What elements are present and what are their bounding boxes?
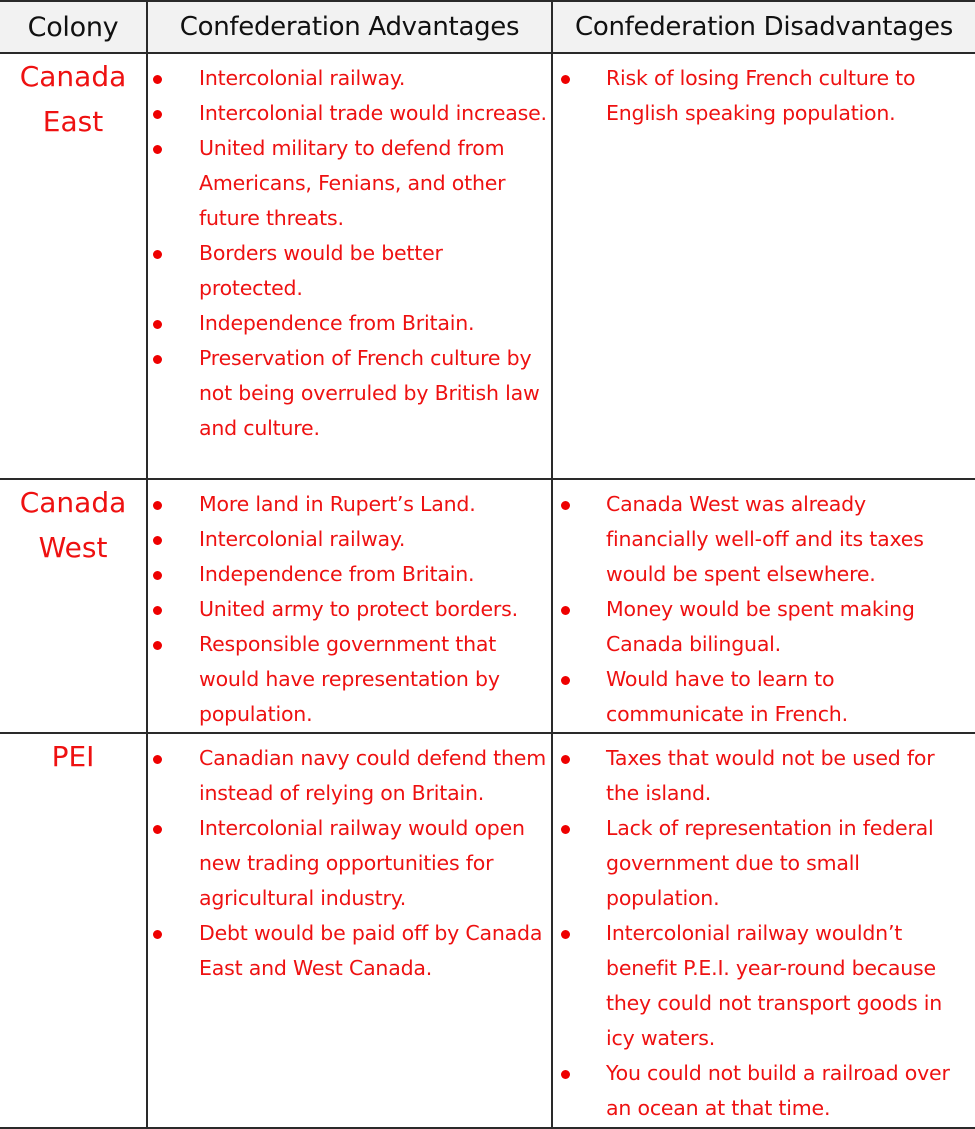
item-text: You could not build a railroad over an ocean at that time.: [606, 1061, 950, 1120]
colony-name-line: East: [42, 105, 104, 138]
colony-name-line: Canada: [19, 60, 127, 93]
list-item: [148, 61, 547, 96]
list-item: [148, 341, 547, 446]
list-item: [553, 487, 973, 592]
item-text: Intercolonial railway.: [199, 527, 406, 551]
item-text: Intercolonial railway wouldn’t benefit P.E.I. year-round because they could not transport goods in icy waters.: [606, 921, 943, 1050]
item-text: Debt would be paid off by Canada East and West Canada.: [199, 921, 543, 980]
colony-cell: [0, 733, 147, 1128]
item-text: Intercolonial railway would open new trading opportunities for agricultural industry.: [199, 816, 525, 910]
list-item: [553, 592, 973, 662]
list-item: [553, 1056, 973, 1126]
list-item: [148, 592, 547, 627]
bullet-icon: [561, 501, 570, 510]
bullet-icon: [561, 75, 570, 84]
item-text: Preservation of French culture by not being overruled by British law and culture.: [199, 346, 540, 440]
row-canada-east: [0, 53, 975, 479]
list-item: [148, 557, 547, 592]
item-text: United army to protect borders.: [199, 597, 518, 621]
bullet-icon: [153, 75, 162, 84]
item-text: Independence from Britain.: [199, 562, 475, 586]
advantages-list: [148, 480, 551, 732]
list-item: [148, 741, 547, 811]
disadvantages-cell: [552, 479, 975, 733]
row-pei: [0, 733, 975, 1128]
bullet-icon: [153, 606, 162, 615]
bullet-icon: [561, 676, 570, 685]
advantages-list: [148, 734, 551, 986]
list-item: [553, 662, 973, 732]
list-item: [148, 627, 547, 732]
colony-name-line: PEI: [51, 740, 95, 773]
item-text: Taxes that would not be used for the island.: [606, 746, 935, 805]
item-text: Lack of representation in federal government due to small population.: [606, 816, 934, 910]
list-item: [148, 916, 547, 986]
list-item: [553, 916, 973, 1056]
item-text: Money would be spent making Canada bilingual.: [606, 597, 915, 656]
list-item: [148, 236, 547, 306]
item-text: Intercolonial railway.: [199, 66, 406, 90]
list-item: [553, 61, 973, 131]
list-item: [148, 487, 547, 522]
list-item: [553, 741, 973, 811]
bullet-icon: [153, 501, 162, 510]
colony-cell: [0, 479, 147, 733]
list-item: [148, 306, 547, 341]
bullet-icon: [153, 755, 162, 764]
table-body: [0, 53, 975, 1128]
bullet-icon: [153, 145, 162, 154]
table-header: [0, 1, 975, 53]
advantages-cell: [147, 53, 552, 479]
header-advantages: Confederation Advantages: [147, 1, 552, 53]
colony-cell: [0, 53, 147, 479]
item-text: Responsible government that would have representation by population.: [199, 632, 500, 726]
list-item: [553, 811, 973, 916]
disadvantages-cell: [552, 53, 975, 479]
item-text: More land in Rupert’s Land.: [199, 492, 476, 516]
bullet-icon: [153, 536, 162, 545]
advantages-cell: [147, 479, 552, 733]
disadvantages-list: [553, 734, 975, 1126]
bullet-icon: [153, 320, 162, 329]
bullet-icon: [153, 110, 162, 119]
bullet-icon: [561, 1070, 570, 1079]
item-text: Intercolonial trade would increase.: [199, 101, 547, 125]
list-item: [148, 811, 547, 916]
bullet-icon: [561, 825, 570, 834]
header-disadvantages: Confederation Disadvantages: [552, 1, 975, 53]
bullet-icon: [153, 825, 162, 834]
item-text: Borders would be better protected.: [199, 241, 443, 300]
header-row: [0, 1, 975, 53]
bullet-icon: [561, 606, 570, 615]
list-item: [148, 522, 547, 557]
item-text: Canadian navy could defend them instead of relying on Britain.: [199, 746, 546, 805]
disadvantages-list: [553, 54, 975, 131]
item-text: Risk of losing French culture to English speaking population.: [606, 66, 916, 125]
bullet-icon: [153, 641, 162, 650]
bullet-icon: [153, 250, 162, 259]
list-item: [148, 96, 547, 131]
bullet-icon: [561, 930, 570, 939]
item-text: Canada West was already financially well-off and its taxes would be spent elsewhere.: [606, 492, 924, 586]
advantages-cell: [147, 733, 552, 1128]
bullet-icon: [561, 755, 570, 764]
bullet-icon: [153, 930, 162, 939]
row-canada-west: [0, 479, 975, 733]
item-text: Independence from Britain.: [199, 311, 475, 335]
item-text: Would have to learn to communicate in French.: [606, 667, 848, 726]
disadvantages-list: [553, 480, 975, 732]
item-text: United military to defend from Americans, Fenians, and other future threats.: [199, 136, 506, 230]
disadvantages-cell: [552, 733, 975, 1128]
header-colony: Colony: [0, 1, 147, 53]
advantages-list: [148, 54, 551, 446]
bullet-icon: [153, 355, 162, 364]
list-item: [148, 131, 547, 236]
colony-name-line: Canada: [19, 486, 127, 519]
colony-name-line: West: [38, 531, 108, 564]
bullet-icon: [153, 571, 162, 580]
